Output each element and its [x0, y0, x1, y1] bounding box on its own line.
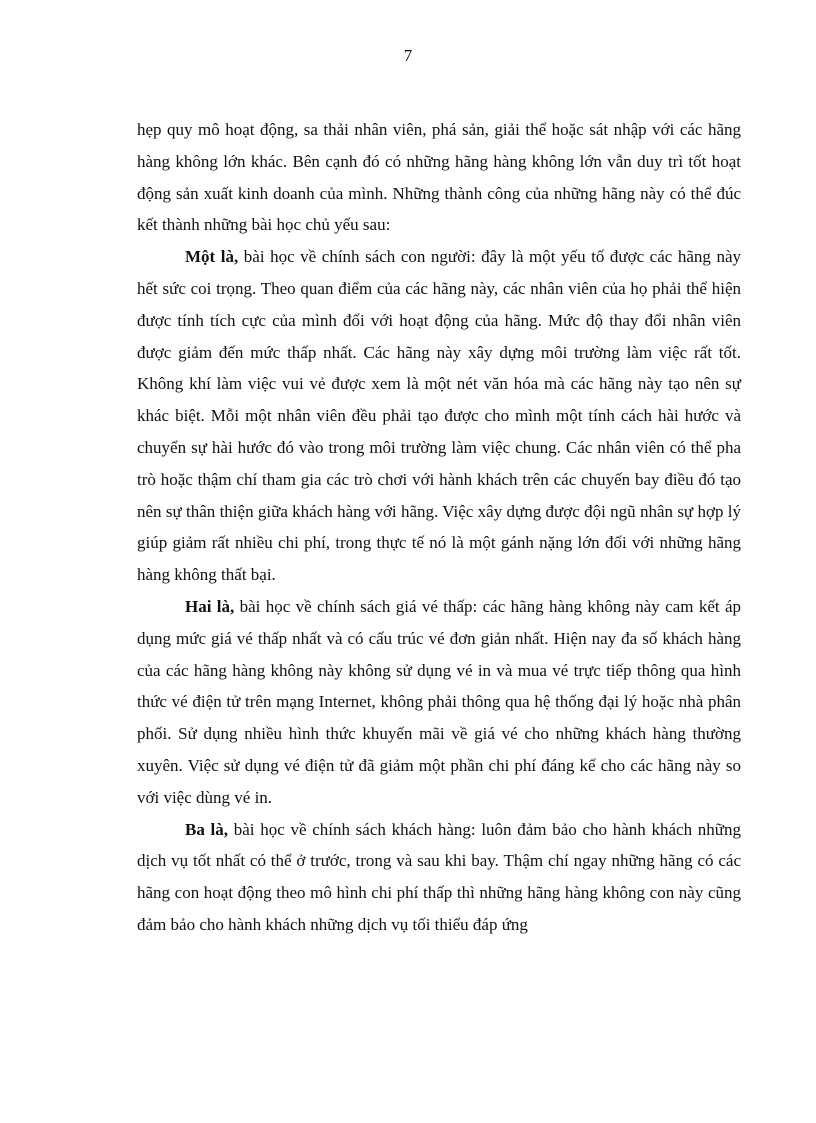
paragraph-hai-la: [137, 591, 741, 814]
page-number: 7: [403, 46, 413, 65]
paragraph-text: bài học về chính sách khách hàng: luôn đảm bảo cho hành khách những dịch vụ tốt nhất có thể ở trước, trong và sau khi bay. Thậm chí ngay những hãng có các hãng con hoạt động theo mô hình chi phí thấp thì những hãng hàng không con này cũng đảm bảo cho hành khách những dịch vụ tối thiểu đáp ứng: [137, 819, 741, 934]
paragraph-lead: Ba là,: [185, 819, 229, 839]
paragraph-text: bài học về chính sách giá vé thấp: các hãng hàng không này cam kết áp dụng mức giá vé thấp nhất và có cấu trúc vé đơn giản nhất. Hiện nay đa số khách hàng của các hãng hàng không này không sử dụng vé in và mua vé trực tiếp thông qua hình thức vé điện tử trên mạng Internet, không phải thông qua hệ thống đại lý hoặc nhà phân phối. Sử dụng nhiều hình thức khuyến mãi về giá vé cho những khách hàng thường xuyên. Việc sử dụng vé điện tử đã giảm một phần chi phí đáng kể cho các hãng này so với việc dùng vé in.: [137, 596, 741, 807]
paragraph-intro: [137, 114, 741, 241]
paragraph-lead: Hai là,: [185, 596, 235, 616]
paragraph-ba-la: [137, 814, 741, 941]
paragraph-lead: Một là,: [185, 247, 239, 267]
paragraph-mot-la: [137, 241, 741, 591]
paragraph-text: hẹp quy mô hoạt động, sa thải nhân viên, phá sản, giải thể hoặc sát nhập với các hãng hàng không lớn khác. Bên cạnh đó có những hãng hàng không lớn vẫn duy trì tốt hoạt động sản xuất kinh doanh của mình. Những thành công của những hãng này có thể đúc kết thành những bài học chủ yếu sau:: [137, 120, 741, 235]
paragraph-text: bài học về chính sách con người: đây là một yếu tố được các hãng này hết sức coi trọng. Theo quan điểm của các hãng này, các nhân viên của họ phải thể hiện được tính tích cực của mình đối với hoạt động của hãng. Mức độ thay đổi nhân viên được giảm đến mức thấp nhất. Các hãng này xây dựng môi trường làm việc rất tốt. Không khí làm việc vui vẻ được xem là một nét văn hóa mà các hãng này tạo nên sự khác biệt. Mỗi một nhân viên đều phải tạo được cho mình một tính cách hài hước và chuyển sự hài hước đó vào trong môi trường làm việc chung. Các nhân viên có thể pha trò hoặc thậm chí tham gia các trò chơi với hành khách trên các chuyến bay điều đó tạo nên sự thân thiện giữa khách hàng với hãng. Việc xây dựng được đội ngũ nhân sự hợp lý giúp giảm rất nhiều chi phí, trong thực tế nó là một gánh nặng lớn đối với những hãng hàng không thất bại.: [137, 247, 741, 585]
document-body: [137, 114, 741, 941]
